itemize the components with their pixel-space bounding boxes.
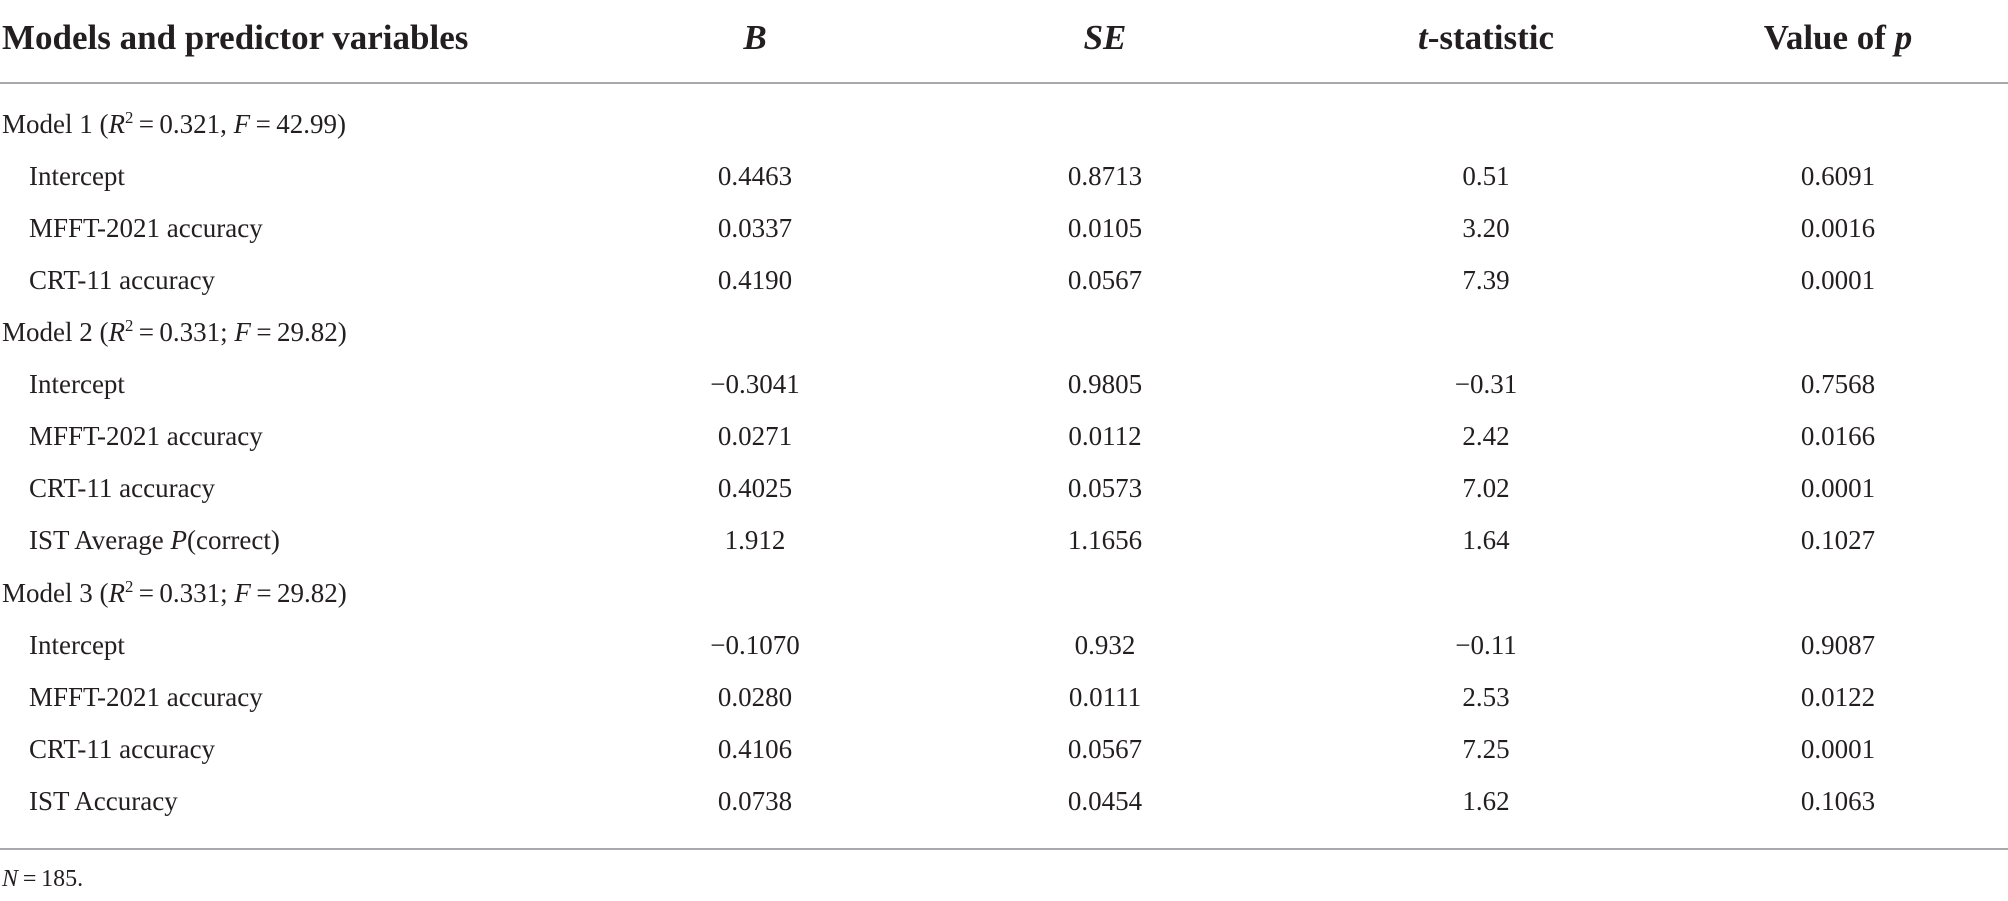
predictor-label: Intercept: [29, 161, 125, 191]
cell-b: 0.4106: [717, 734, 793, 764]
cell-t: 7.25: [1462, 734, 1510, 764]
cell-se: 0.0567: [1067, 265, 1143, 295]
predictor-label: MFFT-2021 accuracy: [29, 213, 263, 243]
cell-p: 0.0001: [1800, 473, 1876, 503]
cell-b: −0.1070: [710, 630, 800, 660]
cell-p: 0.0016: [1800, 213, 1876, 243]
predictor-label: Intercept: [29, 630, 125, 660]
table-row: [0, 255, 2008, 307]
table-row: [0, 411, 2008, 463]
cell-se: 0.9805: [1067, 369, 1143, 399]
cell-b: 0.0738: [717, 786, 793, 816]
cell-b: −0.3041: [710, 369, 800, 399]
predictor-label: IST Accuracy: [29, 786, 178, 816]
cell-t: 1.64: [1462, 525, 1510, 555]
table-row: [0, 672, 2008, 724]
model-heading-row: [0, 307, 2008, 359]
cell-se: 0.0105: [1067, 213, 1143, 243]
cell-t: 1.62: [1462, 786, 1510, 816]
cell-b: 0.4025: [717, 473, 793, 503]
header-se: SE: [1083, 18, 1127, 57]
table-header: [0, 0, 2008, 84]
cell-t: 2.42: [1462, 421, 1510, 451]
cell-p: 0.0122: [1800, 682, 1876, 712]
cell-p: 0.0166: [1800, 421, 1876, 451]
model-label: Model 1 ($R^2 = 0.321$, F = 42.99): [2, 108, 346, 139]
table-row: [0, 776, 2008, 828]
cell-t: 2.53: [1462, 682, 1510, 712]
table-row: [0, 359, 2008, 411]
cell-se: 0.0112: [1068, 421, 1142, 451]
cell-se: 0.0573: [1067, 473, 1143, 503]
cell-t: −0.11: [1455, 630, 1517, 660]
cell-se: 1.1656: [1067, 525, 1143, 555]
table-row: [0, 724, 2008, 776]
cell-b: 0.4463: [717, 161, 793, 191]
cell-b: 0.0271: [717, 421, 793, 451]
table-footnote: N = 185.: [2, 866, 84, 892]
cell-se: 0.0111: [1068, 682, 1142, 712]
model-label: Model 3 ($R^2 = 0.331$; F = 29.82): [2, 577, 347, 608]
predictor-label: CRT-11 accuracy: [29, 734, 216, 764]
header-models-predictors: Models and predictor variables: [2, 18, 469, 57]
cell-p: 0.0001: [1800, 734, 1876, 764]
cell-t: 7.39: [1462, 265, 1510, 295]
predictor-label: IST Average P(correct): [29, 525, 280, 555]
cell-b: 0.0337: [717, 213, 793, 243]
cell-t: 7.02: [1462, 473, 1510, 503]
cell-p: 0.1063: [1800, 786, 1876, 816]
cell-p: 0.0001: [1800, 265, 1876, 295]
cell-se: 0.8713: [1067, 161, 1143, 191]
table-row: [0, 203, 2008, 255]
model-label: Model 2 ($R^2 = 0.331$; F = 29.82): [2, 316, 347, 347]
table-bottom-rule: [0, 848, 2008, 850]
cell-p: 0.6091: [1800, 161, 1876, 191]
header-t-statistic: t-statistic: [1417, 18, 1555, 57]
cell-t: −0.31: [1454, 369, 1518, 399]
cell-b: 0.4190: [717, 265, 793, 295]
cell-se: 0.0567: [1067, 734, 1143, 764]
predictor-label: MFFT-2021 accuracy: [29, 421, 263, 451]
cell-se: 0.0454: [1067, 786, 1143, 816]
cell-t: 3.20: [1462, 213, 1510, 243]
predictor-label: MFFT-2021 accuracy: [29, 682, 263, 712]
cell-se: 0.932: [1074, 630, 1136, 660]
table-row: [0, 515, 2008, 567]
cell-p: 0.9087: [1800, 630, 1876, 660]
model-heading-row: [0, 568, 2008, 620]
predictor-label: CRT-11 accuracy: [29, 473, 216, 503]
header-value-of-p: Value of p: [1763, 18, 1913, 57]
table-row: [0, 151, 2008, 203]
cell-t: 0.51: [1462, 161, 1510, 191]
model-heading-row: [0, 99, 2008, 151]
header-b: B: [743, 18, 767, 57]
cell-b: 1.912: [724, 525, 786, 555]
table-row: [0, 463, 2008, 515]
cell-b: 0.0280: [717, 682, 793, 712]
table-row: [0, 620, 2008, 672]
cell-p: 0.1027: [1800, 525, 1876, 555]
predictor-label: Intercept: [29, 369, 125, 399]
cell-p: 0.7568: [1800, 369, 1876, 399]
predictor-label: CRT-11 accuracy: [29, 265, 216, 295]
